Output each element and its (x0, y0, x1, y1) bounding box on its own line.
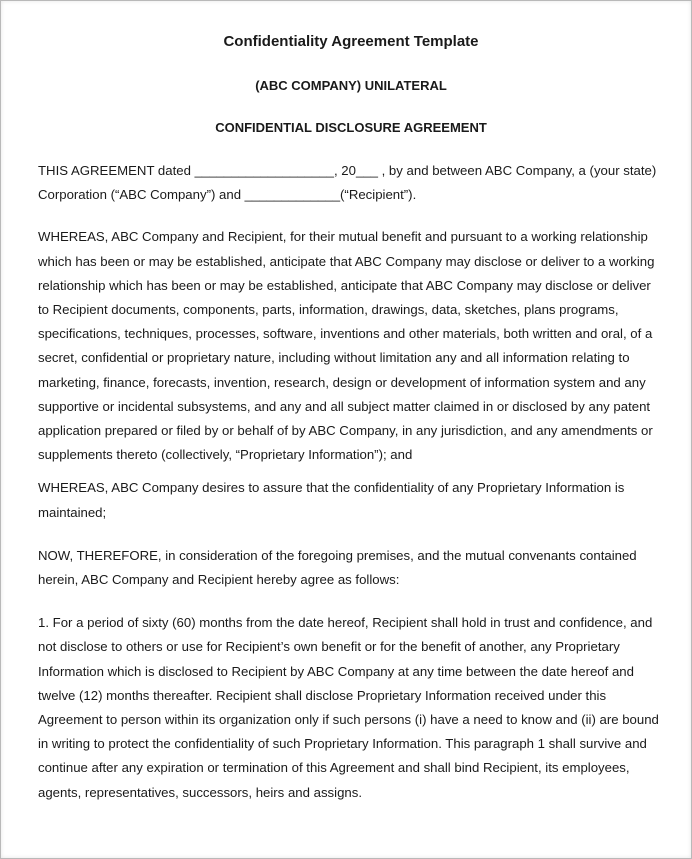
paragraph-whereas-mutual-benefit: WHEREAS, ABC Company and Recipient, for their mutual benefit and pursuant to a working relationship which has been or may be established, anticipate that ABC Company may disclose or deliver to a working relationship which has been or may be established, anticipate that ABC Company may disclose or deliver to Recipient documents, components, parts, information, drawings, data, sketches, plans programs, specifications, techniques, processes, software, inventions and other materials, both written and oral, of a secret, confidential or proprietary nature, including without limitation any and all information relating to marketing, finance, forecasts, invention, research, design or development of information system and any supportive or incidental subsystems, and any and all subject matter claimed in or disclosed by any patent application prepared or filed by or behalf of by ABC Company, in any jurisdiction, and any amendments or supplements thereto (collectively, “Proprietary Information”); and (38, 229, 655, 463)
document-title: Confidentiality Agreement Template (223, 33, 479, 50)
paragraph-now-therefore: NOW, THEREFORE, in consideration of the foregoing premises, and the mutual convenants contained herein, ABC Company and Recipient hereby agree as follows: (38, 547, 637, 588)
document-subtitle-unilateral: (ABC COMPANY) UNILATERAL (255, 78, 447, 93)
paragraph-agreement-dated: THIS AGREEMENT dated ___________________, 20___ , by and between ABC Company, a (your state) Corporation (“ABC Company”) and _____________(“Recipient”). (38, 163, 657, 203)
paragraph-clause-1: 1. For a period of sixty (60) months from the date hereof, Recipient shall hold in trust and confidence, and not disclose to others or use for Recipient’s own benefit or for the benefit of another, any Proprietary Information which is disclosed to Recipient by ABC Company at any time between the date hereof and twelve (12) months thereafter. Recipient shall disclose Proprietary Information received under this Agreement to person within its organization only if such persons (i) have a need to know and (ii) are bound in writing to protect the confidentiality of such Proprietary Information. This paragraph 1 shall survive and continue after any expiration or termination of this Agreement and shall bind Recipient, its employees, agents, representatives, successors, heirs and assigns. (38, 615, 659, 800)
paragraph-whereas-confidentiality: WHEREAS, ABC Company desires to assure that the confidentiality of any Proprietary Information is maintained; (38, 480, 625, 520)
document-page (38, 31, 664, 805)
document-subtitle-disclosure: CONFIDENTIAL DISCLOSURE AGREEMENT (215, 120, 487, 135)
